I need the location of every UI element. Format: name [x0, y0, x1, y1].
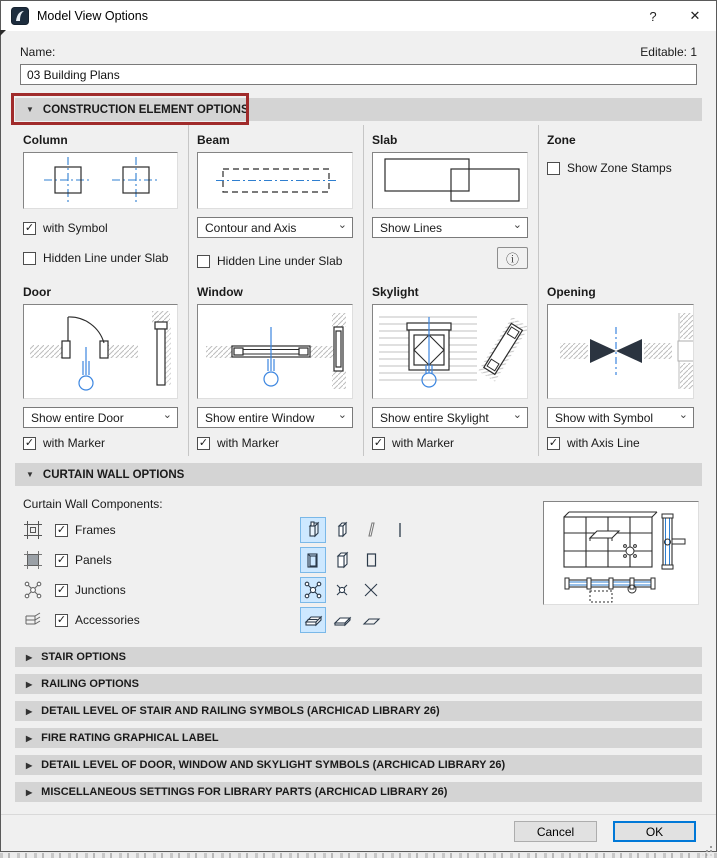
ok-button[interactable]: OK — [613, 821, 696, 842]
slab-title: Slab — [372, 133, 398, 147]
beam-section — [189, 125, 364, 277]
junctions-option-simple[interactable] — [329, 577, 355, 603]
junctions-option-x[interactable] — [358, 577, 384, 603]
opening-preview-image — [547, 304, 694, 399]
panels-checkbox[interactable]: ✓ Panels — [56, 553, 112, 567]
zone-title: Zone — [547, 133, 576, 147]
collapse-triangle-icon: ▼ — [26, 105, 34, 114]
column-section — [15, 125, 189, 277]
window-title: Window — [197, 285, 243, 299]
curtain-wall-header-label: CURTAIN WALL OPTIONS — [42, 468, 185, 481]
name-input[interactable] — [20, 64, 697, 85]
construction-element-options-header[interactable] — [15, 98, 702, 121]
slab-section — [364, 125, 539, 277]
expand-triangle-icon: ▶ — [26, 706, 33, 716]
window-display-dropdown[interactable]: Show entire Window ⌄ — [197, 407, 353, 428]
frames-option-detailed[interactable] — [300, 517, 326, 543]
cropped-background-text — [0, 853, 717, 858]
skylight-display-dropdown[interactable]: Show entire Skylight ⌄ — [372, 407, 528, 428]
curtain-wall-preview-image — [543, 501, 699, 605]
door-section — [15, 277, 189, 456]
accessories-checkbox[interactable]: ✓ Accessories — [56, 613, 140, 627]
expand-triangle-icon: ▶ — [26, 787, 33, 797]
panels-option-simple[interactable] — [329, 547, 355, 573]
show-zone-stamps-checkbox[interactable]: Show Zone Stamps — [547, 161, 694, 175]
beam-display-dropdown[interactable]: Contour and Axis ⌄ — [197, 217, 353, 238]
window-section — [189, 277, 364, 456]
opening-axis-line-checkbox[interactable]: ✓ with Axis Line — [548, 436, 640, 450]
skylight-preview-image — [372, 304, 528, 399]
frames-detail-options — [300, 517, 413, 543]
window-preview-image — [197, 304, 353, 399]
construction-header-label: CONSTRUCTION ELEMENT OPTIONS — [42, 103, 249, 116]
opening-section — [539, 277, 704, 456]
curtain-wall-options-header[interactable] — [15, 463, 702, 486]
frames-option-simple[interactable] — [329, 517, 355, 543]
accessories-option-simple[interactable] — [329, 607, 355, 633]
chevron-down-icon: ⌄ — [337, 409, 347, 421]
railing-options-header[interactable]: ▶ RAILING OPTIONS — [15, 674, 702, 694]
name-label: Name: — [20, 45, 56, 59]
opening-display-dropdown[interactable]: Show with Symbol ⌄ — [547, 407, 694, 428]
panels-option-flat[interactable] — [358, 547, 384, 573]
frames-checkbox[interactable]: ✓ Frames — [56, 523, 116, 537]
stair-options-header[interactable]: ▶ STAIR OPTIONS — [15, 647, 702, 667]
slab-preview-image — [372, 152, 528, 209]
title-bar — [1, 1, 716, 31]
slab-display-dropdown[interactable]: Show Lines ⌄ — [372, 217, 528, 238]
accessories-detail-options — [300, 607, 384, 633]
zone-section — [539, 125, 704, 277]
junctions-checkbox[interactable]: ✓ Junctions — [56, 583, 126, 597]
expand-triangle-icon: ▶ — [26, 760, 33, 770]
construction-grid — [15, 125, 702, 456]
chevron-down-icon: ⌄ — [512, 219, 522, 231]
accessories-option-detailed[interactable] — [300, 607, 326, 633]
expand-triangle-icon: ▶ — [26, 652, 33, 662]
chevron-down-icon: ⌄ — [162, 409, 172, 421]
background-artifact — [0, 30, 6, 36]
junctions-option-detailed[interactable] — [300, 577, 326, 603]
door-window-skylight-detail-header[interactable]: ▶ DETAIL LEVEL OF DOOR, WINDOW AND SKYLIGHT SYMBOLS (ARCHICAD LIBRARY 26) — [15, 755, 702, 775]
skylight-marker-checkbox[interactable]: ✓ with Marker — [373, 436, 455, 450]
stair-railing-detail-header[interactable]: ▶ DETAIL LEVEL OF STAIR AND RAILING SYMBOLS (ARCHICAD LIBRARY 26) — [15, 701, 702, 721]
dialog-footer — [1, 814, 716, 851]
chevron-down-icon: ⌄ — [337, 219, 347, 231]
slab-info-button[interactable]: ⓘ — [497, 247, 528, 269]
door-title: Door — [23, 285, 51, 299]
junctions-detail-options — [300, 577, 384, 603]
curtain-wall-components-label: Curtain Wall Components: — [23, 497, 163, 511]
door-preview-image — [23, 304, 178, 399]
curtain-wall-components — [15, 493, 702, 635]
window-marker-checkbox[interactable]: ✓ with Marker — [198, 436, 280, 450]
opening-title: Opening — [547, 285, 596, 299]
close-button[interactable]: ✕ — [689, 8, 701, 23]
frames-option-line[interactable] — [387, 517, 413, 543]
accessories-option-flat[interactable] — [358, 607, 384, 633]
resize-grip[interactable] — [710, 846, 712, 848]
cancel-button[interactable]: Cancel — [514, 821, 597, 842]
beam-preview-image — [197, 152, 353, 209]
chevron-down-icon: ⌄ — [512, 409, 522, 421]
column-title: Column — [23, 133, 68, 147]
column-preview-image — [23, 152, 178, 209]
column-hidden-line-checkbox[interactable]: Hidden Line under Slab — [23, 251, 178, 265]
with-symbol-checkbox[interactable]: ✓ with Symbol — [24, 221, 108, 235]
chevron-down-icon: ⌄ — [678, 409, 688, 421]
panels-detail-options — [300, 547, 384, 573]
collapsed-sections — [1, 647, 716, 809]
expand-triangle-icon: ▶ — [26, 679, 33, 689]
dialog-title: Model View Options — [37, 9, 148, 23]
junctions-icon — [23, 580, 43, 600]
door-marker-checkbox[interactable]: ✓ with Marker — [24, 436, 106, 450]
expand-triangle-icon: ▶ — [26, 733, 33, 743]
collapse-triangle-icon: ▼ — [26, 470, 34, 479]
frames-icon — [23, 520, 43, 540]
door-display-dropdown[interactable]: Show entire Door ⌄ — [23, 407, 178, 428]
misc-library-settings-header[interactable]: ▶ MISCELLANEOUS SETTINGS FOR LIBRARY PARTS (ARCHICAD LIBRARY 26) — [15, 782, 702, 802]
archicad-app-icon — [11, 7, 29, 25]
help-button[interactable]: ? — [649, 8, 657, 24]
fire-rating-label-header[interactable]: ▶ FIRE RATING GRAPHICAL LABEL — [15, 728, 702, 748]
accessories-row — [15, 605, 702, 635]
skylight-title: Skylight — [372, 285, 419, 299]
accessories-icon — [23, 610, 43, 630]
beam-hidden-line-checkbox[interactable]: Hidden Line under Slab — [197, 254, 353, 268]
panels-icon — [23, 550, 43, 570]
beam-title: Beam — [197, 133, 230, 147]
editable-count: Editable: 1 — [640, 45, 697, 59]
panels-option-detailed[interactable] — [300, 547, 326, 573]
frames-option-plane[interactable] — [358, 517, 384, 543]
skylight-section — [364, 277, 539, 456]
